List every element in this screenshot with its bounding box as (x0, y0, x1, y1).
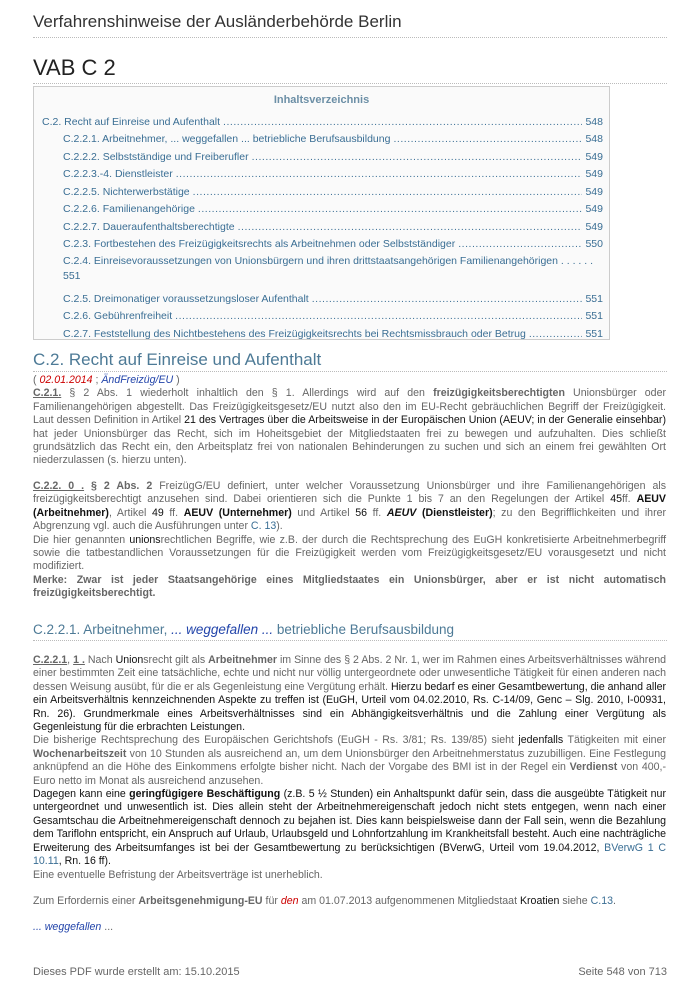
table-of-contents (33, 86, 610, 340)
subsection-heading: C.2.2.1. Arbeitnehmer, ... weggefallen ... betriebliche Berufsausbildung (33, 622, 455, 637)
toc-item[interactable]: C.2.2.6. Familienangehörige . . . 549 (34, 199, 609, 217)
footer-page-number: Seite 548 von 713 (578, 966, 667, 978)
header-divider (33, 37, 667, 38)
toc-item[interactable]: C.2.6. Gebührenfreiheit . . . 551 (34, 306, 609, 324)
page-header-title: Verfahrenshinweise der Ausländerbehörde Berlin (33, 12, 402, 31)
toc-item[interactable]: C.2.2.2. Selbstständige und Freiberufler . . . 549 (34, 146, 609, 164)
toc-item[interactable]: C.2.2.3.-4. Dienstleister . . . 549 (34, 164, 609, 182)
toc-item[interactable]: C.2.5. Dreimonatiger voraussetzungsloser Aufenthalt . . . 551 (34, 288, 609, 306)
footer-created: Dieses PDF wurde erstellt am: 15.10.2015 (33, 966, 240, 978)
toc-item[interactable]: C.2.7. Feststellung des Nichtbestehens des Freizügigkeitsrechts bei Rechtsmissbrauch oder Betrug . . . 551 (34, 323, 609, 341)
toc-item[interactable]: C.2. Recht auf Einreise und Aufenthalt . . . 548 (34, 111, 609, 129)
change-link[interactable]: ÄndFreizüg/EU (101, 374, 174, 386)
toc-item[interactable]: C.2.2.1. Arbeitnehmer, ... weggefallen ... betriebliche Berufsausbildung . . . 548 (34, 129, 609, 147)
paragraph-c220: C.2.2. 0 . § 2 Abs. 2 FreizügG/EU definiert, unter welcher Voraussetzung Unionsbürger und ihre Familienangehörigen als freizügigkeitsberechtigt anzusehen sind. Dabei orientieren sich die Punkte 1 bis 7 an den Regelungen der Artikel 45ff. AEUV (Arbeitnehmer), Artikel 49 ff. AEUV (Unternehmer) und Artikel 56 ff. AEUV (Dienstleister); zu den Begrifflichkeiten und ihrer Abgrenzung vgl. auch die Ausführungen unter C. 13). Die hier genannten unionsrechtlichen Begriffe, wie z.B. der durch die Rechtsprechung des EuGH konkretisierte Arbeitnehmerbegriff sowie die tatbestandlichen Voraussetzungen für die Freizügigkeit werden vom Freizügigkeitsgesetz/EU vorausgesetzt und nicht modifiziert. Merke: Zwar ist jeder Staatsangehörige eines Mitgliedstaates ein Unionsbürger, aber er ist nicht automatisch freizügigkeitsberechtigt. (33, 480, 667, 600)
toc-item[interactable]: C.2.2.5. Nichterwerbstätige . . . 549 (34, 181, 609, 199)
title-divider (33, 83, 667, 84)
section-body (33, 374, 666, 468)
toc-item[interactable]: C.2.4. Einreisevoraussetzungen von Unionsbürgern und ihren drittstaatsangehörigen Familienangehörigen . . . . . . 551 (63, 255, 593, 282)
toc-item[interactable]: C.2.2.7. Daueraufenthaltsberechtigte . . . 549 (34, 216, 609, 234)
paragraph-c21: C.2.1. § 2 Abs. 1 wiederholt inhaltlich den § 1. Allerdings wird auf den freizügigkeitsberechtigten Unionsbürger oder Familienangehörigen abgestellt. Das Freizügigkeitsgesetz/EU nutzt also den im EU-Recht gebräuchlichen Begriff der Freizügigkeit. Laut dessen Definition in Artikel 21 des Vertrages über die Arbeitsweise in der Europäischen Union (AEUV; in der Generalie einsehbar) hat jeder Unionsbürger das Recht, sich im Hoheitsgebiet der Mitgliedstaaten frei zu bewegen und aufzuhalten. Dies schließt grundsätzlich das Recht ein, den Arbeitsplatz frei von nationalen Behinderungen zu suchen und sich an einem frei gewählten Ort niederzulassen (s. hierzu unten). (33, 387, 666, 467)
toc-item[interactable]: C.2.3. Fortbestehen des Freizügigkeitsrechts als Arbeitnehmen oder Selbstständiger . . . 550 (34, 234, 609, 252)
change-note: ( 02.01.2014 ; ÄndFreizüg/EU ) (33, 374, 180, 386)
toc-title: Inhaltsverzeichnis (273, 94, 370, 106)
paragraph-c2211: C.2.2.1, 1 . Nach Unionsrecht gilt als Arbeitnehmer im Sinne des § 2 Abs. 2 Nr. 1, wer im Rahmen eines Arbeitsverhältnisses während einer bestimmten Zeit eine tatsächliche, echte und nicht nur völlig untergeordnete oder unwesentliche Tätigkeit für einen anderen nach dessen Weisung ausübt, für die er als Gegenleistung eine Vergütung erhält. Hierzu bedarf es einer Gesamtbewertung, die anhand aller ein Arbeitsverhältnis kennzeichnenden Aspekte zu treffen ist (EuGH, Urteil vom 04.02.2010, Rs. C-14/09, Genc – Slg. 2010, I-00931, Rn. 26). Grundmerkmale eines Arbeitsverhältnisses sind ein Abhängigkeitsverhältnis und die Zahlung einer Vergütung als Gegenleistung für die erbrachten Leistungen. Die bisherige Rechtsprechung des Europäischen Gerichtshofs (EuGH - Rs. 3/81; Rs. 139/85) sieht jedenfalls Tätigkeiten mit einer Wochenarbeitszeit von 10 Stunden als ausreichend an, um dem Unionsbürger den Arbeitnehmerstatus zuzubilligen. Eine Festlegung anknüpfend an die Höhe des Einkommens erfolgte bisher nicht. Nach der Vorgabe des BMI ist in der Regel ein Verdienst von 400,- Euro netto im Monat als ausreichend anzusehen. Dagegen kann eine geringfügigere Beschäftigung (z.B. 5 ½ Stunden) ein Anhaltspunkt dafür sein, dass die ausgeübte Tätigkeit nur untergeordnet und unwesentlich ist. Dies allein steht der Arbeitnehmereigenschaft jedoch nicht stets entgegen, wenn nach einer Gesamtschau die Arbeitnehmereigenschaft dennoch zu bejahen ist. Dies kann beispielsweise dann der Fall sein, wenn die Bezahlung dem Tariflohn entspricht, ein Anspruch auf Urlaub, Urlaubsgeld und Lohnfortzahlung im Krankheitsfall besteht. Auch eine nachträgliche Erweiterung des Arbeitsumfanges ist bei der Gesamtbewertung zu berücksichtigen (BVerwG, Urteil vom 19.04.2012, BVerwG 1 C 10.11, Rn. 16 ff). Eine eventuelle Befristung der Arbeitsverträge ist unerheblich. Zum Erfordernis einer Arbeitsgenehmigung-EU für den am 01.07.2013 aufgenommenen Mitgliedstaat Kroatien siehe C.13. ... weggefallen ... (33, 654, 666, 934)
toc-list (34, 111, 609, 341)
section-heading: C.2. Recht auf Einreise und Aufenthalt (33, 350, 322, 369)
document-code: VAB C 2 (33, 55, 116, 80)
subsection-divider (33, 640, 667, 641)
section-divider (33, 371, 667, 372)
